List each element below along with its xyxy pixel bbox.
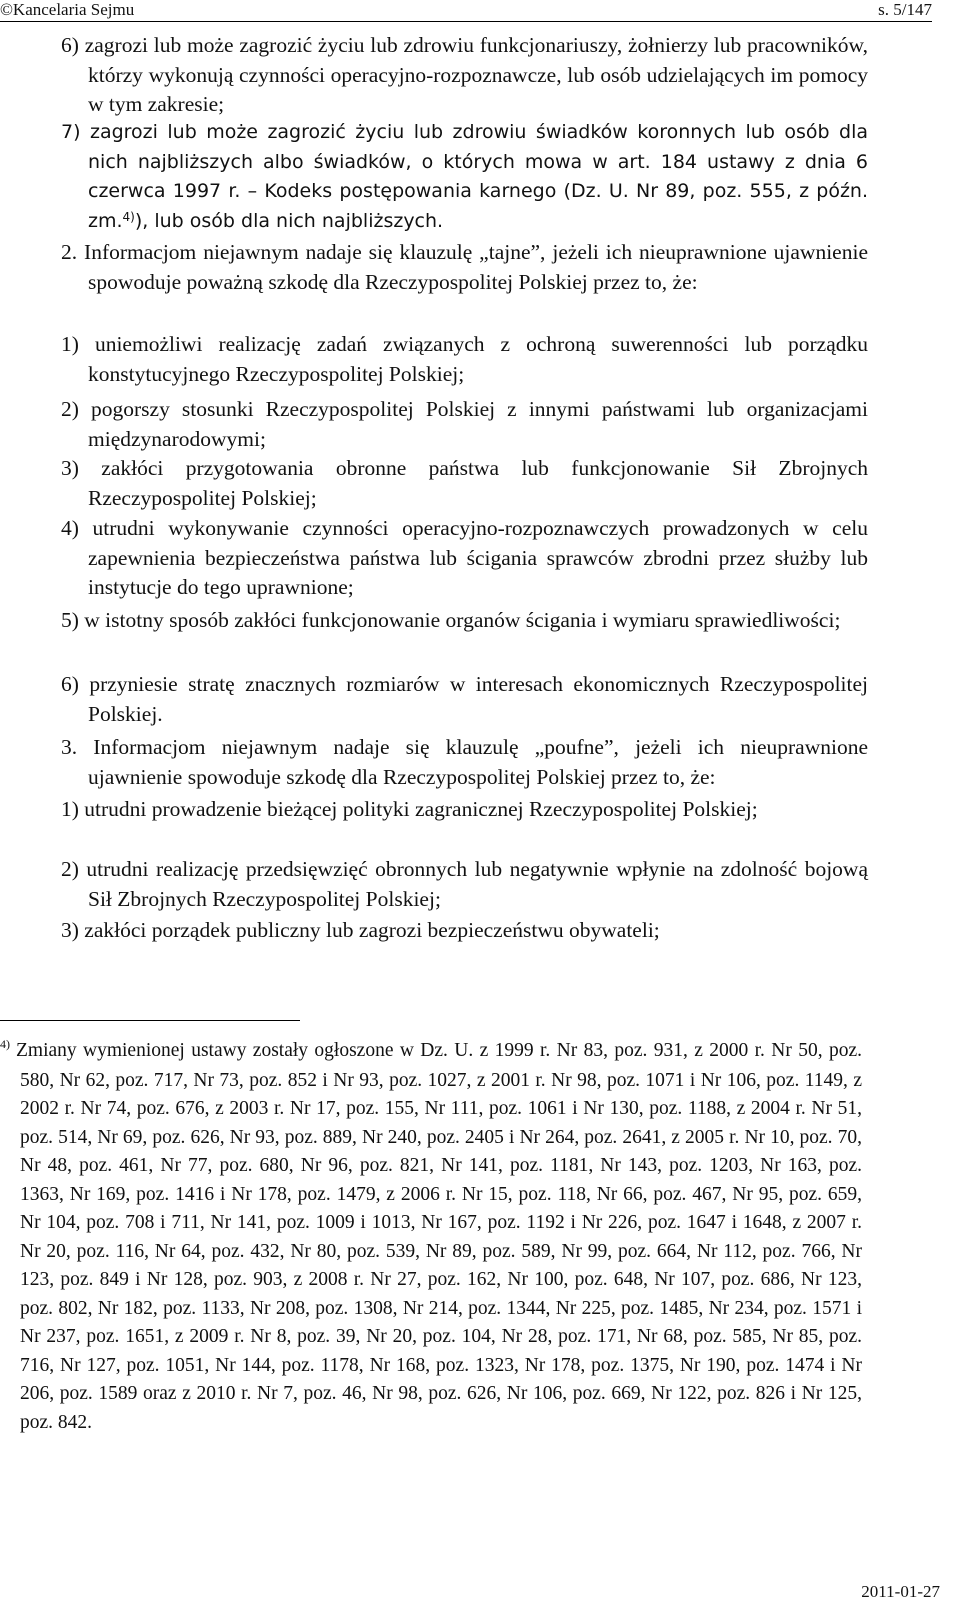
footnote-mark: 4) [0, 1037, 10, 1051]
list-item [61, 31, 868, 120]
list-item: 3) zakłóci porządek publiczny lub zagrozi bezpieczeństwu obywateli; [61, 918, 660, 942]
document-date: 2011-01-27 [861, 1582, 940, 1601]
section-2-lead: 2. Informacjom niejawnym nadaje się klauzulę „tajne”, jeżeli ich nieuprawnione ujawnienie spowoduje poważną szkodę dla Rzeczypospolitej Polskiej przez to, że: [61, 240, 868, 294]
list-item [61, 118, 868, 236]
list-item: 2) utrudni realizację przedsięwzięć obronnych lub negatywnie wpłynie na zdolność bojową Sił Zbrojnych Rzeczypospolitej Polskiej; [61, 857, 868, 911]
list-item: 6) przyniesie stratę znacznych rozmiarów w interesach ekonomicznych Rzeczypospolitej Polskiej. [61, 672, 868, 726]
list-item: 1) uniemożliwi realizację zadań związanych z ochroną suwerenności lub porządku konstytucyjnego Rzeczypospolitej Polskiej; [61, 332, 868, 386]
list-item: 2) pogorszy stosunki Rzeczypospolitej Polskiej z innymi państwami lub organizacjami międzynarodowymi; [61, 397, 868, 451]
item-text: zagrozi lub może zagrozić życiu lub zdrowiu funkcjonariuszy, żołnierzy lub pracowników, którzy wykonują czynności operacyjno-rozpoznawcze, lub osób udzielających im pomocy w tym zakresie; [84, 33, 869, 116]
list-item: 4) utrudni wykonywanie czynności operacyjno-rozpoznawczych prowadzonych w celu zapewnienia bezpieczeństwa państwa lub ścigania sprawców zbrodni przez służby lub instytucje do tego uprawnione; [61, 516, 868, 599]
header-rule [0, 21, 932, 22]
item-number: 7) [61, 121, 81, 143]
footnote-ref: 4) [122, 209, 135, 224]
item-number: 6) [61, 33, 79, 57]
list-item: 3) zakłóci przygotowania obronne państwa lub funkcjonowanie Sił Zbrojnych Rzeczypospolitej Polskiej; [61, 456, 868, 510]
footnote-text: Zmiany wymienionej ustawy zostały ogłoszone w Dz. U. z 1999 r. Nr 83, poz. 931, z 2000 r. Nr 50, poz. 580, Nr 62, poz. 717, Nr 73, poz. 852 i Nr 93, poz. 1027, z 2001 r. Nr 98, poz. 1071 i Nr 106, poz. 1149, z 2002 r. Nr 74, poz. 676, z 2003 r. Nr 17, poz. 155, Nr 111, poz. 1061 i Nr 130, poz. 1188, z 2004 r. Nr 51, poz. 514, Nr 69, poz. 626, Nr 93, poz. 889, Nr 240, poz. 2405 i Nr 264, poz. 2641, z 2005 r. Nr 10, poz. 70, Nr 48, poz. 461, Nr 77, poz. 680, Nr 96, poz. 821, Nr 141, poz. 1181, Nr 143, poz. 1203, Nr 163, poz. 1363, Nr 169, poz. 1416 i Nr 178, poz. 1479, z 2006 r. Nr 15, poz. 118, Nr 66, poz. 467, Nr 95, poz. 659, Nr 104, poz. 708 i 711, Nr 141, poz. 1009 i 1013, Nr 167, poz. 1192 i Nr 226, poz. 1647 i 1648, z 2007 r. Nr 20, poz. 116, Nr 64, poz. 432, Nr 80, poz. 539, Nr 89, poz. 589, Nr 99, poz. 664, Nr 112, poz. 766, Nr 123, poz. 849 i Nr 128, poz. 903, z 2008 r. Nr 27, poz. 162, Nr 100, poz. 648, Nr 107, poz. 686, Nr 123, poz. 802, Nr 182, poz. 1133, Nr 208, poz. 1308, Nr 214, poz. 1344, Nr 225, poz. 1485, Nr 234, poz. 1571 i Nr 237, poz. 1651, z 2009 r. Nr 8, poz. 39, Nr 20, poz. 104, Nr 28, poz. 171, Nr 68, poz. 585, Nr 85, poz. 716, Nr 127, poz. 1051, Nr 144, poz. 1178, Nr 168, poz. 1323, Nr 178, poz. 1375, Nr 190, poz. 1474 i Nr 206, poz. 1589 oraz z 2010 r. Nr 7, poz. 46, Nr 98, poz. 626, Nr 106, poz. 669, Nr 122, poz. 826 i Nr 125, poz. 842. [16, 1040, 862, 1433]
page-number: s. 5/147 [878, 0, 932, 19]
footnote [0, 1037, 862, 1437]
footnote-rule [0, 1020, 300, 1021]
item-text-end: ), lub osób dla nich najbliższych. [134, 209, 444, 232]
page-header [0, 0, 932, 22]
item-text: zagrozi lub może zagrozić życiu lub zdrowiu świadków koronnych lub osób dla nich najbliższych albo świadków, o których mowa w art. 184 ustawy z dnia 6 czerwca 1997 r. – Kodeks postępowania karnego (Dz. U. Nr 89, poz. 555, z późn. zm. [88, 121, 868, 232]
publisher-label: ©Kancelaria Sejmu [0, 0, 135, 19]
section-3-lead: 3. Informacjom niejawnym nadaje się klauzulę „poufne”, jeżeli ich nieuprawnione ujawnienie spowoduje szkodę dla Rzeczypospolitej Polskiej przez to, że: [61, 735, 868, 789]
list-item: 5) w istotny sposób zakłóci funkcjonowanie organów ścigania i wymiaru sprawiedliwości; [61, 608, 841, 632]
list-item: 1) utrudni prowadzenie bieżącej polityki zagranicznej Rzeczypospolitej Polskiej; [61, 797, 758, 821]
